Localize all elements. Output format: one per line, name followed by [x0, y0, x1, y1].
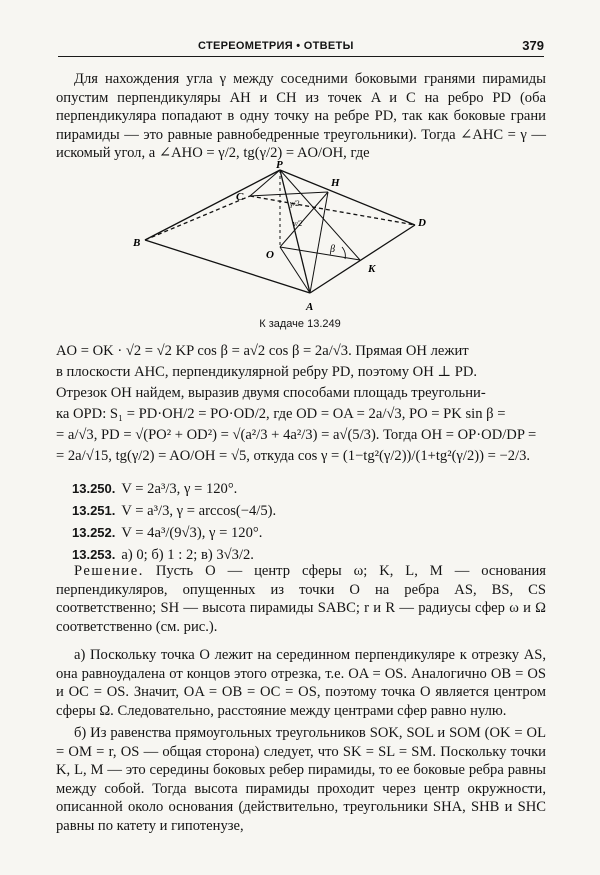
paragraph-b: б) Из равенства прямоугольных треугольников SOK, SOL и SOM (OK = OL = OM = r, OS — общая сторона) следует, что SK = SL = SM. Поскольку точки K, L, M — это середины боковых ребер пирамиды, то ее боковые ребра равны между собой. Тогда высота пирамиды проходит через центр окружности, описанной около основания (действительно, треугольники SHA, SHB и SHC равны по катету и гипотенузе,: [56, 725, 546, 834]
intro-paragraph: Для нахождения угла γ между соседними боковыми гранями пирамиды опустим перпендикуляры AH и CH из точек A и C на ребро PD (оба перпендикуляра попадают в одну точку на ребре PD, так как боковые грани пирамиды — это равные равнобедренные треугольники). Тогда ∠AHC = γ — искомый угол, а ∠AHO = γ/2, tg(γ/2) = AO/OH, где: [56, 71, 546, 161]
solution-line: AO = OK · √2 = √2 KP cos β = a√2 cos β = 2a/√3. Прямая OH лежит: [56, 343, 469, 359]
label-beta: β: [330, 244, 335, 255]
label-D: D: [418, 217, 426, 229]
edge-AD: [310, 225, 415, 293]
label-O: O: [266, 249, 274, 261]
label-P: P: [276, 160, 283, 171]
answer-number: 13.252.: [72, 525, 116, 540]
label-A: A: [306, 301, 314, 313]
answer-item: [72, 522, 276, 544]
answer-text: V = 4a³/(9√3), γ = 120°.: [121, 525, 263, 541]
label-C: C: [236, 191, 244, 203]
apothem-PK: [280, 170, 360, 260]
edge-PB: [145, 170, 280, 240]
solution-line: Отрезок OH найдем, выразив двумя способами площадь треугольни-: [56, 385, 486, 401]
answers-list: [72, 478, 276, 566]
solution-formulas: [56, 341, 546, 467]
running-title: СТЕРЕОМЕТРИЯ • ОТВЕТЫ: [198, 40, 354, 52]
solution-line: = a/√3, PD = √(PO² + OD²) = √(a²/3 + 4a²/3) = a√(5/3). Тогда OH = OP·OD/DP =: [56, 427, 537, 443]
answer-number: 13.250.: [72, 481, 116, 496]
solution-lead: Решение.: [74, 563, 144, 579]
figure-caption: К задаче 13.249: [259, 318, 341, 330]
answer-text: V = a³/3, γ = arccos(−4/5).: [121, 503, 277, 519]
header-rule: [58, 56, 544, 57]
label-K: K: [368, 263, 376, 275]
answer-number: 13.251.: [72, 503, 116, 518]
label-B: B: [133, 237, 141, 249]
solution-line: = 2a/√15, tg(γ/2) = AO/OH = √5, откуда cos γ = (1−tg²(γ/2))/(1+tg²(γ/2)) = −2/3.: [56, 448, 531, 464]
solution-paragraph: [56, 562, 546, 636]
edge-CD: [250, 196, 415, 225]
label-gamma-half-1: γ/2: [290, 199, 300, 208]
answer-item: [72, 500, 276, 522]
answer-text: V = 2a³/3, γ = 120°.: [121, 481, 238, 497]
solution-line: в плоскости AHC, перпендикулярной ребру PD, поэтому OH ⊥ PD.: [56, 364, 478, 380]
paragraph-a: а) Поскольку точка O лежит на серединном перпендикуляре к отрезку AS, она равноудалена от концов этого отрезка, т.е. OA = OS. Аналогично OB = OS и OC = OS. Значит, OA = OB = OC = OS, поэтому точка O является центром сферы Ω. Следовательно, расстояние между центрами сфер равно нулю.: [56, 647, 546, 719]
segment-CH: [250, 192, 328, 196]
label-H: H: [331, 177, 340, 189]
answer-number: 13.253.: [72, 547, 116, 562]
pyramid-figure: [130, 160, 440, 320]
answer-text: а) 0; б) 1 : 2; в) 3√3/2.: [121, 547, 254, 563]
edge-PD: [280, 170, 415, 225]
segment-OK: [280, 247, 360, 260]
answer-item: [72, 478, 276, 500]
edge-BC: [145, 196, 250, 240]
solution-line: ка OPD: S₁ = PD·OH/2 = PO·OD/2, где OD = OA = 2a/√3, PO = PK sin β =: [56, 406, 506, 422]
segment-OA: [280, 247, 310, 293]
label-gamma-half-2: γ/2: [293, 219, 303, 228]
page-number: 379: [522, 38, 544, 53]
edge-PA: [280, 170, 310, 293]
page-header: [58, 38, 544, 58]
solution-text: Пусть O — центр сферы ω; K, L, M — основания перпендикуляров, опущенных из точки O на ребра AS, BS, CS соответственно; SH — высота пирамиды SABC; r и R — радиусы сфер ω и Ω соответственно (см. рис.).: [56, 563, 546, 635]
